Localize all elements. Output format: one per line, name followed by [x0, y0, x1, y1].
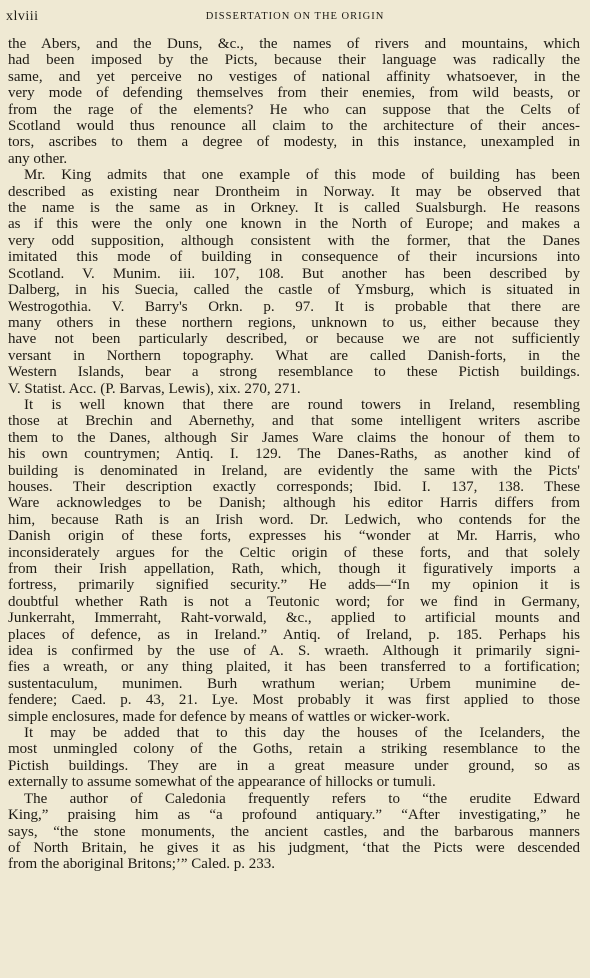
- text-line: V. Statist. Acc. (P. Barvas, Lewis), xix. 270, 271.: [8, 380, 301, 397]
- text-line: the name is the same as in Orkney. It is called Sualsburgh. He reasons: [8, 200, 580, 217]
- text-line: as if this were the only one known in the North of Europe; and makes a: [8, 216, 580, 233]
- text-line: Ware acknowledges to be Danish; although his editor Harris differs from: [8, 495, 580, 512]
- text-line: described as existing near Drontheim in Norway. It may be observed that: [8, 183, 580, 200]
- text-line: says, “the stone monuments, the ancient castles, and the barbarous manners: [8, 823, 580, 840]
- text-line: doubtful whether Rath is not a Teutonic word; for we find in Germany,: [8, 593, 580, 610]
- text-line: very mode of defending themselves from their enemies, from wild beasts, or: [8, 85, 580, 102]
- text-line: from the rage of the elements? He who can suppose that the Celts of: [8, 101, 580, 118]
- text-line: from their Irish appellation, Rath, which, though it figuratively imports a: [8, 561, 580, 577]
- text-line: versant in Northern topography. What are called Danish-forts, in the: [8, 347, 580, 364]
- text-line: them to the Danes, although Sir James Ware claims the honour of them to: [8, 429, 580, 446]
- text-line: sustentaculum, munimen. Burh wrathum werian; Urbem munimine de-: [8, 675, 580, 692]
- text-line: externally to assume somewhat of the appearance of hillocks or tumuli.: [8, 774, 436, 791]
- text-line: Danish origin of these forts, expresses his “wonder at Mr. Harris, who: [8, 528, 580, 545]
- body-text: [8, 36, 580, 873]
- text-line: imitated this mode of building in consequence of their incursions into: [8, 249, 580, 266]
- text-line: many others in these northern regions, unknown to us, either because they: [8, 314, 580, 331]
- running-title: DISSERTATION ON THE ORIGIN: [205, 11, 385, 22]
- text-line: fendere; Caed. p. 43, 21. Lye. Most probably it was first applied to those: [8, 692, 580, 709]
- text-line: same, and yet perceive no vestiges of national affinity whatsoever, in the: [8, 68, 580, 85]
- text-line: tors, ascribes to them a degree of modesty, in this instance, unexampled in: [8, 134, 580, 151]
- text-line: his own countrymen; Antiq. I. 129. The Danes-Raths, as another kind of: [8, 446, 580, 463]
- text-line: Westrogothia. V. Barry's Orkn. p. 97. It is probable that there are: [8, 298, 580, 315]
- text-line: houses. Their description exactly corresponds; Ibid. I. 137, 138. These: [8, 478, 580, 495]
- text-line: fies a wreath, or any thing plaited, it has been transferred to a fortification;: [8, 659, 580, 676]
- running-head: [6, 6, 584, 28]
- text-line: most unmingled colony of the Goths, retain a striking resemblance to the: [8, 741, 580, 758]
- text-line: had been imposed by the Picts, because their language was radically the: [8, 52, 580, 69]
- text-line: It may be added that to this day the houses of the Icelanders, the: [24, 725, 580, 742]
- text-line: the Abers, and the Duns, &c., the names of rivers and mountains, which: [8, 36, 580, 52]
- text-line: The author of Caledonia frequently refers to “the erudite Edward: [24, 790, 580, 807]
- text-line: simple enclosures, made for defence by means of wattles or wicker-work.: [8, 708, 451, 725]
- text-line: Pictish buildings. They are in a great measure under ground, so as: [8, 757, 580, 774]
- page-number: xlviii: [6, 9, 39, 24]
- text-line: those at Brechin and Abernethy, and that some intelligent writers ascribe: [8, 413, 580, 430]
- text-line: Mr. King admits that one example of this mode of building has been: [24, 167, 580, 184]
- text-line: fortress, primarily signified security.” He adds—“In my opinion it is: [8, 577, 580, 594]
- text-line: building is denominated in Ireland, are evidently the same with the Picts': [8, 462, 580, 479]
- text-line: Dalberg, in his Suecia, called the castle of Ymsburg, which is situated in: [8, 282, 580, 299]
- text-line: Western Islands, bear a strong resemblance to these Pictish buildings.: [8, 364, 580, 381]
- text-line: Scotland. V. Munim. iii. 107, 108. But another has been described by: [8, 265, 580, 282]
- text-line: King,” praising him as “a profound antiquary.” “After investigating,” he: [8, 807, 580, 824]
- text-line: Junkerraht, Immerraht, Raht-vorwald, &c., applied to artificial mounts and: [8, 610, 580, 627]
- text-line: inconsiderately argues for the Celtic origin of these forts, and that solely: [8, 544, 580, 561]
- text-line: Scotland would thus renounce all claim to the architecture of their ances-: [8, 118, 580, 135]
- text-line: from the aboriginal Britons;’” Caled. p. 233.: [8, 856, 276, 873]
- text-line: have not been particularly described, or because we are not sufficiently: [8, 331, 580, 348]
- text-line: of North Britain, he gives it as his judgment, ‘that the Picts were descended: [8, 839, 580, 856]
- text-line: idea is confirmed by the use of A. S. wraeth. Although it primarily signi-: [8, 643, 580, 660]
- text-line: him, because Rath is an Irish word. Dr. Ledwich, who contends for the: [8, 511, 580, 528]
- text-line: places of defence, as in Ireland.” Antiq. of Ireland, p. 185. Perhaps his: [8, 626, 580, 643]
- text-line: very odd supposition, although consistent with the former, that the Danes: [8, 232, 580, 249]
- text-line: It is well known that there are round towers in Ireland, resembling: [24, 396, 580, 413]
- text-line: any other.: [8, 150, 68, 167]
